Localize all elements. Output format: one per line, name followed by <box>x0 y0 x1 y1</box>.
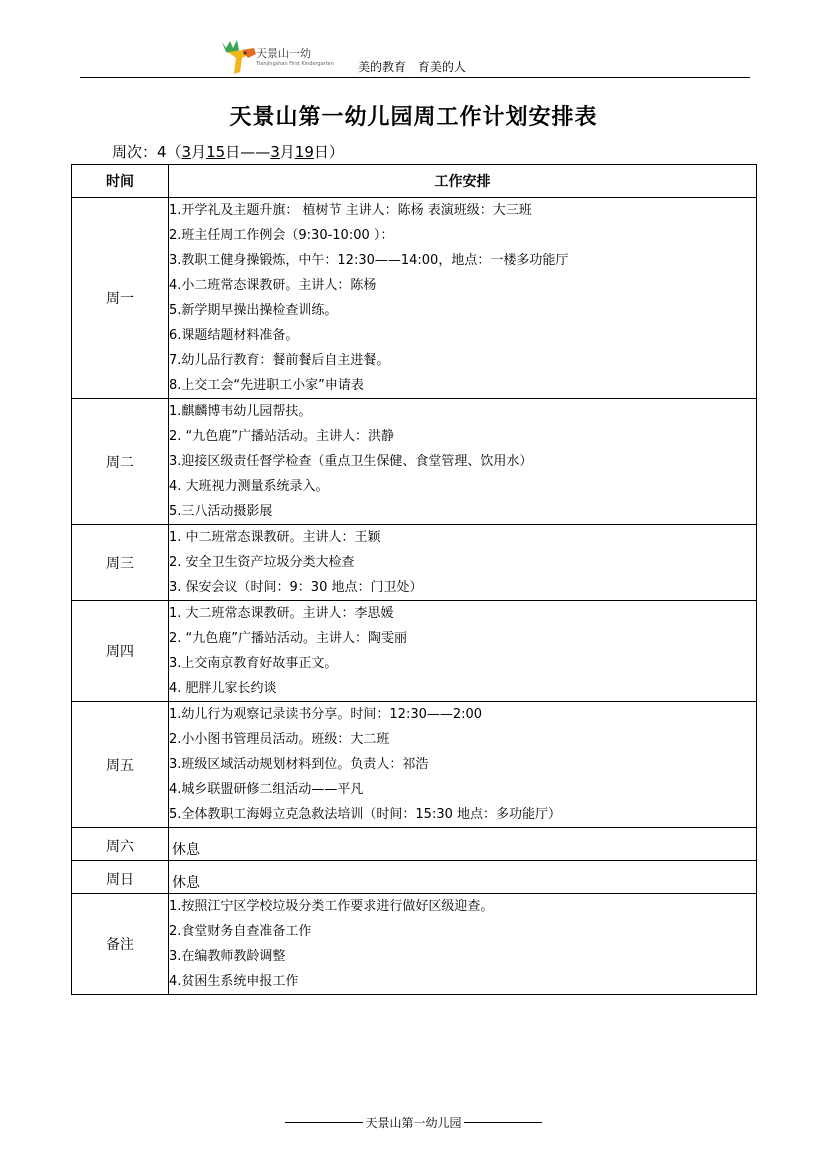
plan-item: 7.幼儿品行教育：餐前餐后自主进餐。 <box>169 353 390 368</box>
plan-item: 4.小二班常态课教研。主讲人：陈杨 <box>169 278 377 293</box>
logo-subtitle: Tianjingshan First Kindergarten <box>256 61 334 67</box>
plan-item: 4. 肥胖儿家长约谈 <box>169 681 277 696</box>
plan-cell <box>169 861 757 894</box>
day-cell: 周日 <box>72 861 169 894</box>
table-row <box>72 894 757 995</box>
plan-item: 1. 大二班常态课教研。主讲人：李思媛 <box>169 606 394 621</box>
table-row <box>72 399 757 525</box>
footer-text: 天景山第一幼儿园 <box>365 1116 462 1130</box>
plan-item: 3. 保安会议（时间：9：30 地点：门卫处） <box>169 580 423 595</box>
logo-name: 天景山一幼 <box>256 47 311 60</box>
plan-item: 3.迎接区级责任督学检查（重点卫生保健、食堂管理、饮用水） <box>169 454 533 469</box>
plan-cell <box>169 828 757 861</box>
plan-item: 1.按照江宁区学校垃圾分类工作要求进行做好区级迎查。 <box>169 899 494 914</box>
plan-item: 1. 中二班常态课教研。主讲人：王颖 <box>169 530 381 545</box>
slogan: 美的教育 育美的人 <box>358 60 466 74</box>
plan-item: 5.三八活动摄影展 <box>169 504 273 519</box>
plan-item: 8.上交工会“先进职工小家”申请表 <box>169 378 364 393</box>
plan-cell <box>169 198 757 399</box>
header-plan: 工作安排 <box>169 165 757 198</box>
plan-cell <box>169 601 757 702</box>
page-header <box>80 36 750 78</box>
plan-cell <box>169 399 757 525</box>
plan-item: 3.在编教师教龄调整 <box>169 949 286 964</box>
week-info <box>112 141 344 162</box>
day-cell: 周五 <box>72 702 169 828</box>
table-row <box>72 198 757 399</box>
rest-text: 休息 <box>172 875 200 891</box>
plan-item: 4.贫困生系统申报工作 <box>169 974 299 989</box>
table-header-row <box>72 165 757 198</box>
week-month-suffix: 月 <box>191 143 207 161</box>
week-end-month: 3 <box>270 143 280 161</box>
day-cell: 周二 <box>72 399 169 525</box>
day-cell: 备注 <box>72 894 169 995</box>
day-cell: 周四 <box>72 601 169 702</box>
plan-item: 4. 大班视力测量系统录入。 <box>169 479 329 494</box>
table-row <box>72 861 757 894</box>
plan-item: 2.食堂财务自查准备工作 <box>169 924 312 939</box>
plan-item: 2. “九色鹿”广播站活动。主讲人：陶雯丽 <box>169 631 408 646</box>
plan-cell <box>169 702 757 828</box>
day-cell: 周六 <box>72 828 169 861</box>
plan-item: 2. 安全卫生资产垃圾分类大检查 <box>169 555 355 570</box>
plan-item: 1.幼儿行为观察记录读书分享。时间：12:30——2:00 <box>169 707 483 722</box>
plan-item: 2.班主任周工作例会（9:30-10:00 ）： <box>169 228 394 243</box>
weekly-plan-table <box>71 164 757 995</box>
plan-item: 5.新学期早操出操检查训练。 <box>169 303 338 318</box>
week-day-suffix: 日—— <box>225 143 271 161</box>
week-end-day: 19 <box>294 143 314 161</box>
kindergarten-logo <box>220 38 334 76</box>
week-label: 周次：4（ <box>112 143 182 161</box>
day-cell: 周三 <box>72 525 169 601</box>
day-cell: 周一 <box>72 198 169 399</box>
table-row <box>72 601 757 702</box>
week-close: 日） <box>313 143 344 161</box>
week-start-day: 15 <box>206 143 226 161</box>
footer-line-left <box>285 1122 363 1123</box>
plan-item: 3.班级区域活动规划材料到位。负责人：祁浩 <box>169 757 429 772</box>
plan-item: 2.小小图书管理员活动。班级：大二班 <box>169 732 390 747</box>
plan-item: 6.课题结题材料准备。 <box>169 328 299 343</box>
plan-item: 4.城乡联盟研修二组活动——平凡 <box>169 782 364 797</box>
plan-item: 2. “九色鹿”广播站活动。主讲人：洪静 <box>169 429 395 444</box>
week-start-month: 3 <box>181 143 192 161</box>
deer-logo-icon <box>220 38 260 76</box>
page-footer <box>0 1112 827 1131</box>
table-row <box>72 828 757 861</box>
plan-item: 3.上交南京教育好故事正文。 <box>169 656 338 671</box>
plan-cell <box>169 525 757 601</box>
week-month-suffix-2: 月 <box>279 143 295 161</box>
page-title: 天景山第一幼儿园周工作计划安排表 <box>229 105 598 130</box>
plan-item: 1.开学礼及主题升旗： 植树节 主讲人：陈杨 表演班级：大三班 <box>169 203 532 218</box>
plan-item: 5.全体教职工海姆立克急救法培训（时间：15:30 地点：多功能厅） <box>169 807 561 822</box>
plan-item: 3.教职工健身操锻炼，中午：12:30——14:00，地点：一楼多功能厅 <box>169 253 569 268</box>
table-row <box>72 525 757 601</box>
plan-item: 1.麒麟博韦幼儿园帮扶。 <box>169 404 312 419</box>
plan-cell <box>169 894 757 995</box>
footer-line-right <box>464 1122 542 1123</box>
rest-text: 休息 <box>172 842 200 858</box>
header-time: 时间 <box>72 165 169 198</box>
table-row <box>72 702 757 828</box>
header-divider <box>80 77 750 78</box>
